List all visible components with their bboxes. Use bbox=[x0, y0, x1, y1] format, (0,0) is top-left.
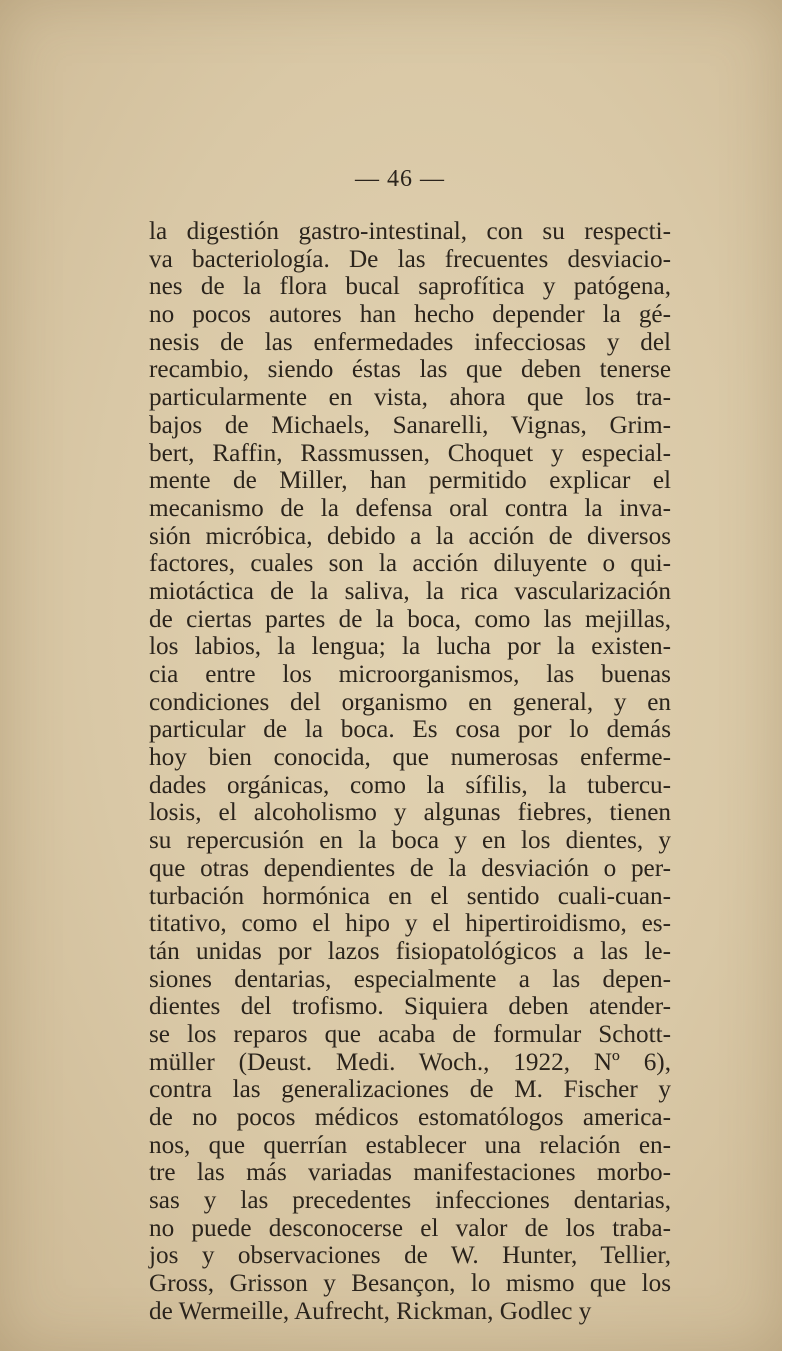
text-line: de no pocos médicos estomatólogos america- bbox=[149, 1104, 671, 1131]
text-line: losis, el alcoholismo y algunas fiebres, tienen bbox=[149, 799, 671, 827]
text-line: bert, Raffin, Rassmussen, Choquet y especial- bbox=[149, 439, 671, 467]
text-line: nesis de las enfermedades infecciosas y del bbox=[149, 328, 671, 356]
text-line: tán unidas por lazos fisiopatológicos a las le- bbox=[149, 937, 671, 965]
text-line: bajos de Michaels, Sanarelli, Vignas, Grim- bbox=[149, 411, 671, 439]
text-line: mecanismo de la defensa oral contra la inva- bbox=[149, 494, 671, 522]
text-line: dientes del trofismo. Siquiera deben atender- bbox=[149, 993, 671, 1021]
text-line: dades orgánicas, como la sífilis, la tubercu- bbox=[149, 771, 671, 799]
text-line: müller (Deust. Medi. Woch., 1922, Nº 6), bbox=[149, 1048, 671, 1076]
text-line: tre las más variadas manifestaciones morbo- bbox=[149, 1159, 671, 1187]
text-line: sión micróbica, debido a la acción de diversos bbox=[149, 522, 671, 550]
page-number: — 46 — bbox=[355, 166, 445, 192]
text-line: de ciertas partes de la boca, como las mejillas, bbox=[149, 605, 671, 633]
body-text bbox=[149, 218, 671, 1326]
text-line: su repercusión en la boca y en los dientes, y bbox=[149, 827, 671, 855]
text-line: particular de la boca. Es cosa por lo demás bbox=[149, 716, 671, 744]
text-line: los labios, la lengua; la lucha por la existen- bbox=[149, 633, 671, 661]
text-line: turbación hormónica en el sentido cuali-cuan- bbox=[149, 882, 671, 910]
text-line: que otras dependientes de la desviación o per- bbox=[149, 854, 671, 882]
text-line: cia entre los microorganismos, las buenas bbox=[149, 661, 671, 688]
text-line: jos y observaciones de W. Hunter, Tellier, bbox=[149, 1242, 671, 1270]
text-line: particularmente en vista, ahora que los tra- bbox=[149, 384, 671, 412]
text-line: no puede desconocerse el valor de los traba- bbox=[149, 1214, 671, 1242]
text-line: va bacteriología. De las frecuentes desviacio- bbox=[149, 245, 671, 273]
text-line: miotáctica de la saliva, la rica vascularización bbox=[149, 577, 671, 605]
text-line: la digestión gastro-intestinal, con su respecti- bbox=[149, 218, 671, 245]
text-line: nos, que querrían establecer una relación en- bbox=[149, 1131, 671, 1159]
text-line: condiciones del organismo en general, y en bbox=[149, 688, 671, 716]
text-line: nes de la flora bucal saprofítica y patógena, bbox=[149, 273, 671, 301]
text-line: no pocos autores han hecho depender la gé- bbox=[149, 301, 671, 329]
text-line: hoy bien conocida, que numerosas enferme- bbox=[149, 744, 671, 772]
text-line: titativo, como el hipo y el hipertiroidismo, es- bbox=[149, 910, 671, 938]
text-line: recambio, siendo éstas las que deben tenerse bbox=[149, 356, 671, 384]
text-line: contra las generalizaciones de M. Fischer y bbox=[149, 1076, 671, 1104]
text-line: siones dentarias, especialmente a las depen- bbox=[149, 965, 671, 993]
text-line: se los reparos que acaba de formular Schott- bbox=[149, 1020, 671, 1048]
text-line: factores, cuales son la acción diluyente o qui- bbox=[149, 550, 671, 578]
text-line: de Wermeille, Aufrecht, Rickman, Godlec y bbox=[149, 1297, 592, 1325]
text-line: Gross, Grisson y Besançon, lo mismo que los bbox=[149, 1270, 671, 1298]
text-line: sas y las precedentes infecciones dentarias, bbox=[149, 1187, 671, 1215]
text-line: mente de Miller, han permitido explicar el bbox=[149, 467, 671, 495]
